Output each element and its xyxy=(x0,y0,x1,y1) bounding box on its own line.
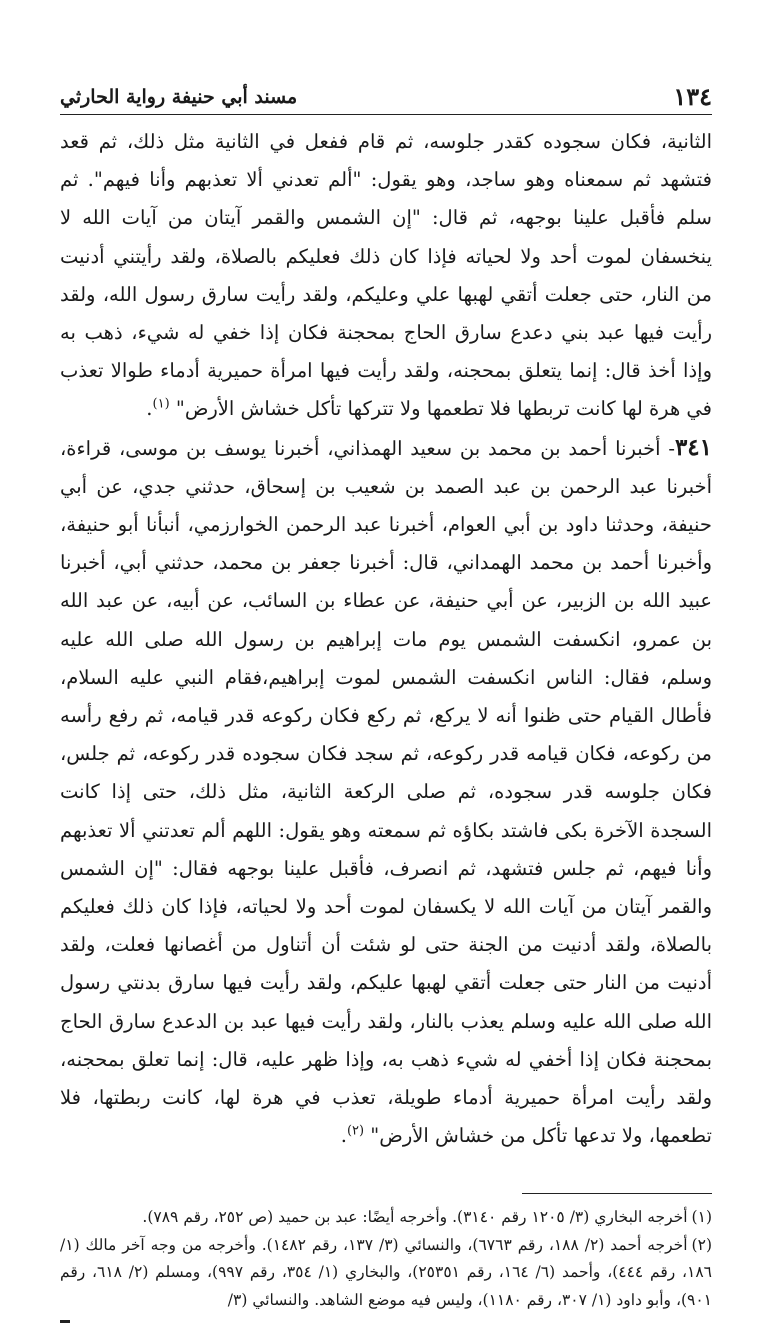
footnote-1 xyxy=(60,1204,712,1232)
footnote-reference: (١) xyxy=(152,396,170,412)
footnote-text: أخرجه أحمد (٢/ ١٨٨، رقم ٦٧٦٣)، والنسائي (٣/ ١٣٧، رقم ١٤٨٢). وأخرجه من وجه آخر مالك (١/ ١٨٦، رقم ٤٤٤)، وأحمد (٦/ ١٦٤، رقم ٢٥٣٥١)، والبخاري (١/ ٣٥٤، رقم ٩٩٧)، ومسلم (٢/ ٦١٨، رقم ٩٠١)، وأبو داود (١/ ٣٠٧، رقم ١١٨٠)، وليس فيه موضع الشاهد. والنسائي (٣/ xyxy=(60,1235,712,1309)
paragraph-text: الثانية، فكان سجوده كقدر جلوسه، ثم قام ففعل في الثانية مثل ذلك، ثم قعد فتشهد ثم سمعناه وهو ساجد، وهو يقول: "ألم تعدني ألا تعذبهم وأنا فيهم". ثم سلم فأقبل علينا بوجهه، ثم قال: "إن الشمس والقمر آيتان من آيات الله لا ينخسفان لموت أحد ولا لحياته فإذا كان ذلك فعليكم بالصلاة، ولقد رأيتني أدنيت من النار، حتى جعلت أتقي لهبها علي وعليكم، ولقد رأيت سارق رسول الله، ولقد رأيت فيها عبد بني دعدع سارق الحاج بمحجنة فكان إذا خفي له شيء، ذهب به وإذا أخذ قال: إنما يتعلق بمحجنه، ولقد رأيت فيها امرأة حميرية أدماء طوالا تعذب في هرة لها كانت تربطها فلا تطعمها ولا تتركها تأكل خشاش الأرض" xyxy=(60,130,712,421)
footnote-number: (١) xyxy=(691,1208,712,1227)
running-head xyxy=(60,84,712,115)
page-number: ١٣٤ xyxy=(673,82,712,111)
book-title: مسند أبي حنيفة رواية الحارثي xyxy=(60,86,298,108)
hadith-dash: - xyxy=(668,436,675,460)
paragraph-continuation xyxy=(60,123,712,429)
paragraph-hadith-341 xyxy=(60,429,712,1156)
paragraph-text: أخبرنا أحمد بن محمد بن سعيد الهمذاني، أخبرنا يوسف بن موسى، قراءة، أخبرنا عبد الرحمن بن عبد الصمد بن شعيب بن إسحاق، حدثني جدي، عن أبي حنيفة، وحدثنا داود بن أبي العوام، أخبرنا عبد الرحمن الخوارزمي، أنبأنا أبو حنيفة، وأخبرنا أحمد بن محمد الهمداني، قال: أخبرنا جعفر بن محمد، حدثني أبي، أخبرنا عبيد الله بن الزبير، عن أبي حنيفة، عن عطاء بن السائب، عن أبيه، عن عبد الله بن عمرو، انكسفت الشمس يوم مات إبراهيم بن رسول الله صلى الله عليه وسلم، فقال: الناس انكسفت الشمس لموت إبراهيم،فقام النبي عليه السلام، فأطال القيام حتى ظنوا أنه لا يركع، ثم ركع فكان ركوعه قدر قيامه، ثم رفع رأسه من ركوعه، فكان قيامه قدر ركوعه، ثم سجد فكان سجوده قدر ركوعه، ثم جلس، فكان جلوسه قدر سجوده، ثم صلى الركعة الثانية، مثل ذلك، حتى إذا كانت السجدة الآخرة بكى فاشتد بكاؤه ثم سمعته وهو يقول: اللهم ألم تعدتني ألا تعذبهم وأنا فيهم، ثم جلس فتشهد، ثم انصرف، فأقبل علينا بوجهه فقال: "إن الشمس والقمر آيتان من آيات الله لا يكسفان لموت أحد ولا لحياته، فإذا كان ذلك فعليكم بالصلاة، ولقد أدنيت من الجنة حتى لو شئت أن أتناول من أغصانها فعلت، ولقد أدنيت من النار حتى جعلت أتقي لهبها عليكم، ولقد رأيت فيها سارق بدنتي رسول الله صلى الله عليه وسلم يعذب بالنار، ولقد رأيت فيها عبد بن الدعدع سارق الحاج بمحجنة فكان إذا أخفي له شيء ذهب به، وإذا ظهر عليه، قال: إنما تعلق بمحجنه، ولقد رأيت امرأة حميرية أدماء طويلة، تعذب في هرة لها، كانت ربطتها، فلا تطعمها، ولا تدعها تأكل من خشاش الأرض" xyxy=(60,436,712,1148)
book-page xyxy=(60,84,712,1323)
paragraph-end: . xyxy=(340,1124,347,1148)
footnote-2 xyxy=(60,1232,712,1315)
footnote-reference: (٢) xyxy=(346,1123,365,1139)
hadith-number: ٣٤١ xyxy=(674,433,712,461)
footnote-text: أخرجه البخاري (٣/ ١٢٠٥ رقم ٣١٤٠). وأخرجه أيضًا: عبد بن حميد (ص ٢٥٢، رقم ٧٨٩). xyxy=(142,1208,688,1227)
footnote-number: (٢) xyxy=(691,1235,712,1254)
main-text xyxy=(60,123,712,1155)
footnote-separator xyxy=(522,1193,712,1194)
footnotes xyxy=(60,1204,712,1323)
paragraph-end: . xyxy=(146,397,153,421)
